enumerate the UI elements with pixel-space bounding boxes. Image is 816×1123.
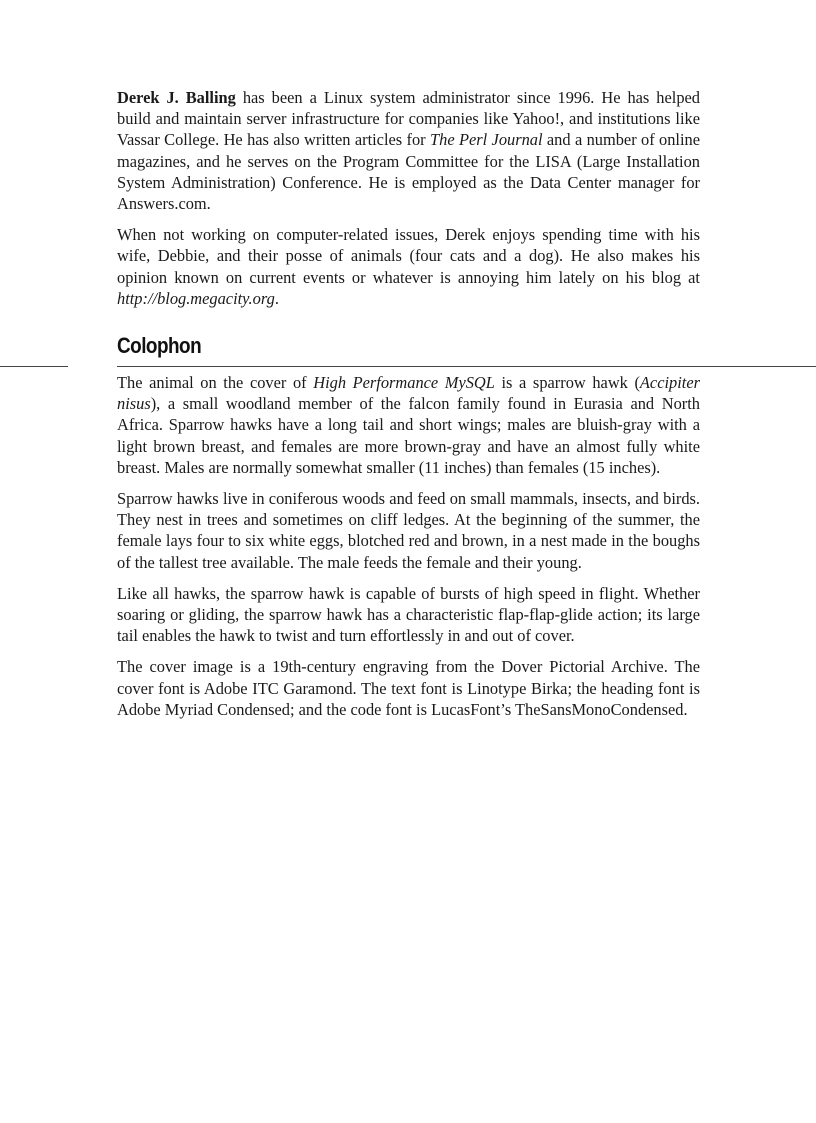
author-bio [117, 87, 700, 319]
species-name: Accipiter nisus [117, 373, 700, 414]
bio-text: has been a Linux system administrator since 1996. He has helped build and maintain server infrastructure for companies like Yahoo!, and institutions like Vassar College. He has also written articles for [117, 88, 700, 150]
bio-paragraph-2 [117, 224, 700, 309]
journal-title: The Perl Journal [430, 130, 543, 150]
colophon-text: The animal on the cover of [117, 373, 314, 392]
colophon-paragraph-1 [117, 372, 700, 478]
colophon-body [117, 372, 700, 730]
blog-url: http://blog.megacity.org [117, 288, 275, 308]
colophon-paragraph-3: Like all hawks, the sparrow hawk is capable of bursts of high speed in flight. Whether soaring or gliding, the sparrow hawk has a characteristic flap-flap-glide action; its large tail enables the hawk to twist and turn effortlessly in and out of cover. [117, 583, 700, 646]
bio-text: When not working on computer-related issues, Derek enjoys spending time with his wife, Debbie, and their posse of animals (four cats and a dog). He also makes his opinion known on current events or whatever is annoying him lately on his blog at [117, 225, 700, 287]
heading-rule-right [117, 366, 816, 367]
colophon-paragraph-2: Sparrow hawks live in coniferous woods and feed on small mammals, insects, and birds. They nest in trees and sometimes on cliff ledges. At the beginning of the summer, the female lays four to six white eggs, blotched red and brown, in a nest made in the boughs of the tallest tree available. The male feeds the female and their young. [117, 489, 700, 572]
colophon-text: ), a small woodland member of the falcon family found in Eurasia and North Africa. Sparrow hawks have a long tail and short wings; males are bluish-gray with a light brown breast, and females are more brown-gray and have an almost fully white breast. Males are normally somewhat smaller (11 inches) than females (15 inches). [117, 394, 700, 477]
bio-paragraph-1 [117, 87, 700, 214]
heading-rule-left [0, 366, 68, 367]
bio-text: . [274, 288, 279, 308]
colophon-paragraph-4: The cover image is a 19th-century engraving from the Dover Pictorial Archive. The cover font is Adobe ITC Garamond. The text font is Linotype Birka; the heading font is Adobe Myriad Condensed; and the code font is LucasFont’s TheSansMonoCondensed. [117, 657, 700, 719]
bio-text: and a number of online magazines, and he serves on the Program Committee for the LISA (Large Installation System Administration) Conference. He is employed as the Data Center manager for Answers.com. [117, 130, 700, 214]
author-name: Derek J. Balling [117, 88, 236, 107]
colophon-text: is a sparrow hawk ( [494, 373, 640, 392]
colophon-heading: Colophon [117, 333, 202, 358]
book-title: High Performance MySQL [313, 373, 495, 392]
